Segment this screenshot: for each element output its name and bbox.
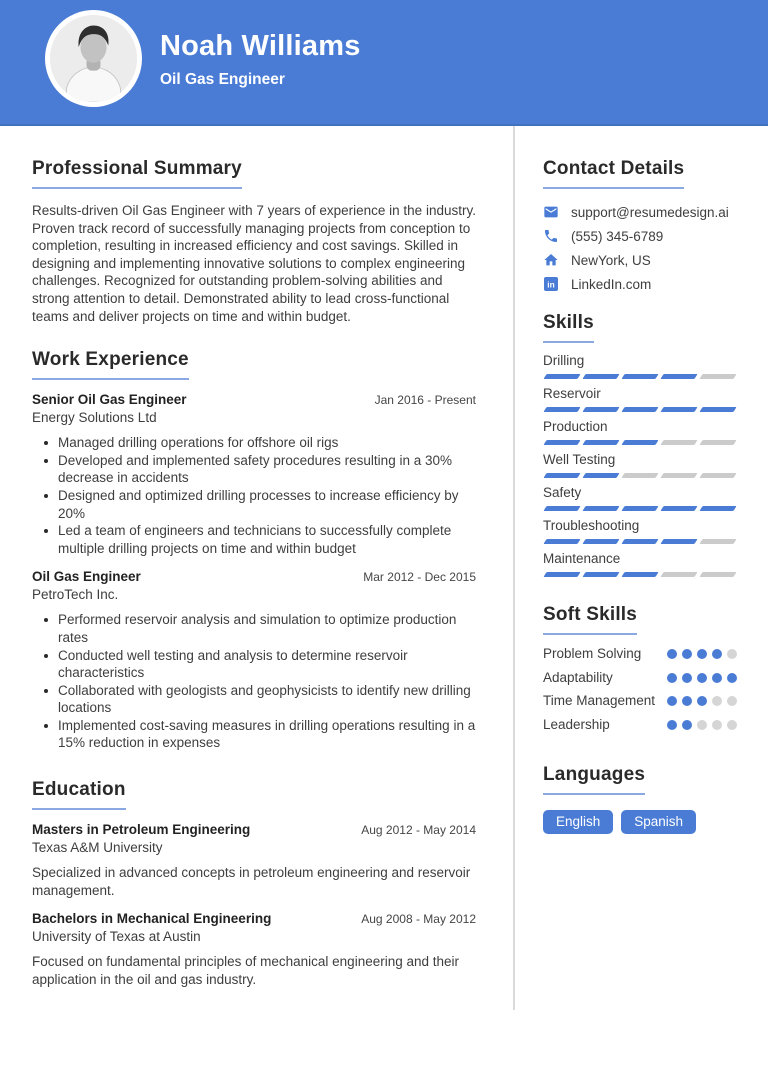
job-title: Senior Oil Gas Engineer [32, 392, 187, 408]
experience-heading: Work Experience [32, 349, 189, 380]
education-heading: Education [32, 779, 126, 810]
skill-bar-segment [582, 506, 619, 511]
experience-section [32, 349, 476, 752]
skills-section [543, 312, 757, 577]
skill-bar-segment [582, 374, 619, 379]
soft-skill-item [543, 691, 757, 712]
rating-dot [712, 673, 722, 683]
skill-item [543, 418, 757, 445]
skill-bar-segment [543, 473, 580, 478]
skill-bar-segment [582, 473, 619, 478]
skills-list [543, 352, 757, 577]
skills-heading: Skills [543, 312, 594, 343]
degree-dates: Aug 2012 - May 2014 [361, 823, 476, 838]
person-name: Noah Williams [160, 30, 361, 62]
skill-bar-segment [582, 539, 619, 544]
skill-bar-segment [543, 572, 580, 577]
skill-bar-segment [699, 374, 736, 379]
languages-section [543, 764, 757, 834]
skill-label: Drilling [543, 353, 585, 368]
skill-item [543, 517, 757, 544]
rating-dot [727, 673, 737, 683]
degree-school: University of Texas at Austin [32, 929, 201, 945]
rating-dot [712, 696, 722, 706]
job-bullet-list [32, 434, 476, 557]
skill-bar-segment [621, 473, 658, 478]
job-entry [32, 392, 476, 557]
skill-level-bar [545, 407, 735, 412]
job-header [32, 569, 476, 584]
skill-level-bar [545, 506, 735, 511]
skill-bar-segment [543, 539, 580, 544]
skill-item [543, 385, 757, 412]
skill-bar-segment [582, 572, 619, 577]
summary-text: Results-driven Oil Gas Engineer with 7 years of experience in the industry. Proven track record of successfully managing projects from conception to completion, resulting in increased efficiency and cost savings. Skilled in designing and implementing innovative solutions to complex engineering challenges. Recognized for outstanding problem-solving abilities and strong attention to detail. Demonstrated ability to lead cross-functional teams and deliver projects on time and within budget. [32, 203, 476, 324]
soft-skill-rating-dots [667, 649, 737, 665]
degree-description: Focused on fundamental principles of mechanical engineering and their application in the oil and gas industry. [32, 954, 460, 987]
contact-text[interactable]: support@resumedesign.ai [571, 204, 729, 220]
job-bullet: Led a team of engineers and technicians to successfully complete multiple drilling projects on time and within budget [58, 522, 476, 557]
skill-bar-segment [699, 506, 736, 511]
skill-label: Maintenance [543, 551, 621, 566]
degree-description: Specialized in advanced concepts in petroleum engineering and reservoir management. [32, 865, 471, 898]
rating-dot [682, 696, 692, 706]
soft-skill-label: Leadership [543, 716, 610, 732]
soft-skill-label: Time Management [543, 693, 656, 708]
skill-bar-segment [621, 539, 658, 544]
rating-dot [727, 720, 737, 730]
skill-item [543, 352, 757, 379]
degree-list [32, 822, 476, 988]
email-icon [543, 204, 559, 220]
skill-bar-segment [543, 374, 580, 379]
job-bullet-list [32, 611, 476, 752]
skill-bar-segment [582, 440, 619, 445]
person-job-title: Oil Gas Engineer [160, 70, 285, 88]
skill-label: Well Testing [543, 452, 616, 467]
soft-skills-list [543, 644, 757, 735]
person-portrait-placeholder [50, 15, 137, 102]
contact-item [543, 204, 757, 220]
skill-level-bar [545, 572, 735, 577]
skill-label: Production [543, 419, 608, 434]
skill-level-bar [545, 539, 735, 544]
avatar [45, 10, 142, 107]
content-area [0, 126, 768, 1010]
soft-skills-section [543, 604, 757, 735]
rating-dot [697, 673, 707, 683]
skill-bar-segment [699, 473, 736, 478]
rating-dot [697, 696, 707, 706]
contact-text: (555) 345-6789 [571, 228, 664, 244]
skill-bar-segment [660, 374, 697, 379]
contact-item [543, 228, 757, 244]
language-pill[interactable]: Spanish [621, 810, 696, 834]
skill-bar-segment [699, 407, 736, 412]
skill-level-bar [545, 473, 735, 478]
skill-bar-segment [621, 374, 658, 379]
contact-text[interactable]: LinkedIn.com [571, 276, 652, 292]
job-header [32, 392, 476, 407]
job-dates: Jan 2016 - Present [374, 393, 476, 408]
contact-item [543, 252, 757, 268]
soft-skill-rating-dots [667, 696, 737, 712]
contact-text: NewYork, US [571, 252, 651, 268]
rating-dot [712, 649, 722, 659]
job-dates: Mar 2012 - Dec 2015 [363, 570, 476, 585]
rating-dot [682, 720, 692, 730]
skill-bar-segment [660, 440, 697, 445]
skill-item [543, 550, 757, 577]
language-pill[interactable]: English [543, 810, 613, 834]
degree-header [32, 822, 476, 837]
skill-bar-segment [660, 539, 697, 544]
language-pill-list [543, 810, 757, 834]
linkedin-icon [543, 276, 559, 292]
job-bullet: Developed and implemented safety procedures resulting in a 30% decrease in accidents [58, 452, 476, 487]
skill-bar-segment [621, 407, 658, 412]
soft-skill-label: Adaptability [543, 669, 613, 685]
job-bullet: Implemented cost-saving measures in drilling operations resulting in a 15% reduction in expenses [58, 717, 476, 751]
education-section [32, 779, 476, 988]
skill-bar-segment [582, 407, 619, 412]
rating-dot [697, 649, 707, 659]
skill-bar-segment [660, 506, 697, 511]
soft-skill-rating-dots [667, 673, 737, 689]
summary-section [32, 158, 476, 325]
main-column [32, 126, 476, 1010]
soft-skills-heading: Soft Skills [543, 604, 637, 635]
job-bullet: Collaborated with geologists and geophysicists to identify new drilling locations [58, 682, 476, 717]
rating-dot [712, 720, 722, 730]
job-list [32, 392, 476, 752]
soft-skill-item [543, 668, 757, 689]
rating-dot [667, 696, 677, 706]
skill-bar-segment [621, 572, 658, 577]
skill-bar-segment [660, 473, 697, 478]
rating-dot [727, 696, 737, 706]
soft-skill-item [543, 715, 757, 736]
soft-skill-rating-dots [667, 720, 737, 736]
rating-dot [667, 649, 677, 659]
degree-entry [32, 911, 476, 988]
soft-skill-label: Problem Solving [543, 646, 642, 661]
skill-bar-segment [699, 539, 736, 544]
rating-dot [667, 720, 677, 730]
degree-school: Texas A&M University [32, 840, 163, 856]
skill-bar-segment [621, 506, 658, 511]
job-bullet: Designed and optimized drilling processes to increase efficiency by 20% [58, 487, 476, 522]
skill-level-bar [545, 374, 735, 379]
header-text [160, 31, 361, 89]
contact-section [543, 158, 757, 292]
avatar-photo [50, 15, 137, 102]
summary-heading: Professional Summary [32, 158, 242, 189]
languages-heading: Languages [543, 764, 645, 795]
job-company: PetroTech Inc. [32, 587, 119, 603]
skill-bar-segment [699, 440, 736, 445]
skill-bar-segment [699, 572, 736, 577]
contact-list [543, 204, 757, 292]
job-title: Oil Gas Engineer [32, 569, 141, 585]
column-divider [513, 126, 515, 1010]
skill-level-bar [545, 440, 735, 445]
degree-title: Bachelors in Mechanical Engineering [32, 911, 272, 927]
contact-heading: Contact Details [543, 158, 684, 189]
contact-item [543, 276, 757, 292]
phone-icon [543, 228, 559, 244]
job-bullet: Performed reservoir analysis and simulation to optimize production rates [58, 611, 476, 646]
skill-item [543, 484, 757, 511]
skill-bar-segment [543, 407, 580, 412]
header-banner [0, 0, 768, 126]
job-bullet: Managed drilling operations for offshore oil rigs [58, 434, 476, 452]
skill-bar-segment [543, 506, 580, 511]
skill-bar-segment [660, 572, 697, 577]
degree-title: Masters in Petroleum Engineering [32, 822, 251, 838]
rating-dot [667, 673, 677, 683]
degree-entry [32, 822, 476, 899]
skill-label: Reservoir [543, 386, 601, 401]
degree-dates: Aug 2008 - May 2012 [361, 912, 476, 927]
sidebar-column [543, 126, 757, 1010]
home-icon [543, 252, 559, 268]
skill-bar-segment [660, 407, 697, 412]
rating-dot [682, 673, 692, 683]
rating-dot [697, 720, 707, 730]
skill-bar-segment [621, 440, 658, 445]
job-company: Energy Solutions Ltd [32, 410, 157, 426]
skill-label: Safety [543, 485, 582, 500]
skill-bar-segment [543, 440, 580, 445]
job-entry [32, 569, 476, 752]
rating-dot [727, 649, 737, 659]
soft-skill-item [543, 644, 757, 665]
degree-header [32, 911, 476, 926]
svg-text:in: in [547, 279, 555, 290]
skill-item [543, 451, 757, 478]
rating-dot [682, 649, 692, 659]
job-bullet: Conducted well testing and analysis to determine reservoir characteristics [58, 647, 476, 682]
skill-label: Troubleshooting [543, 518, 640, 533]
